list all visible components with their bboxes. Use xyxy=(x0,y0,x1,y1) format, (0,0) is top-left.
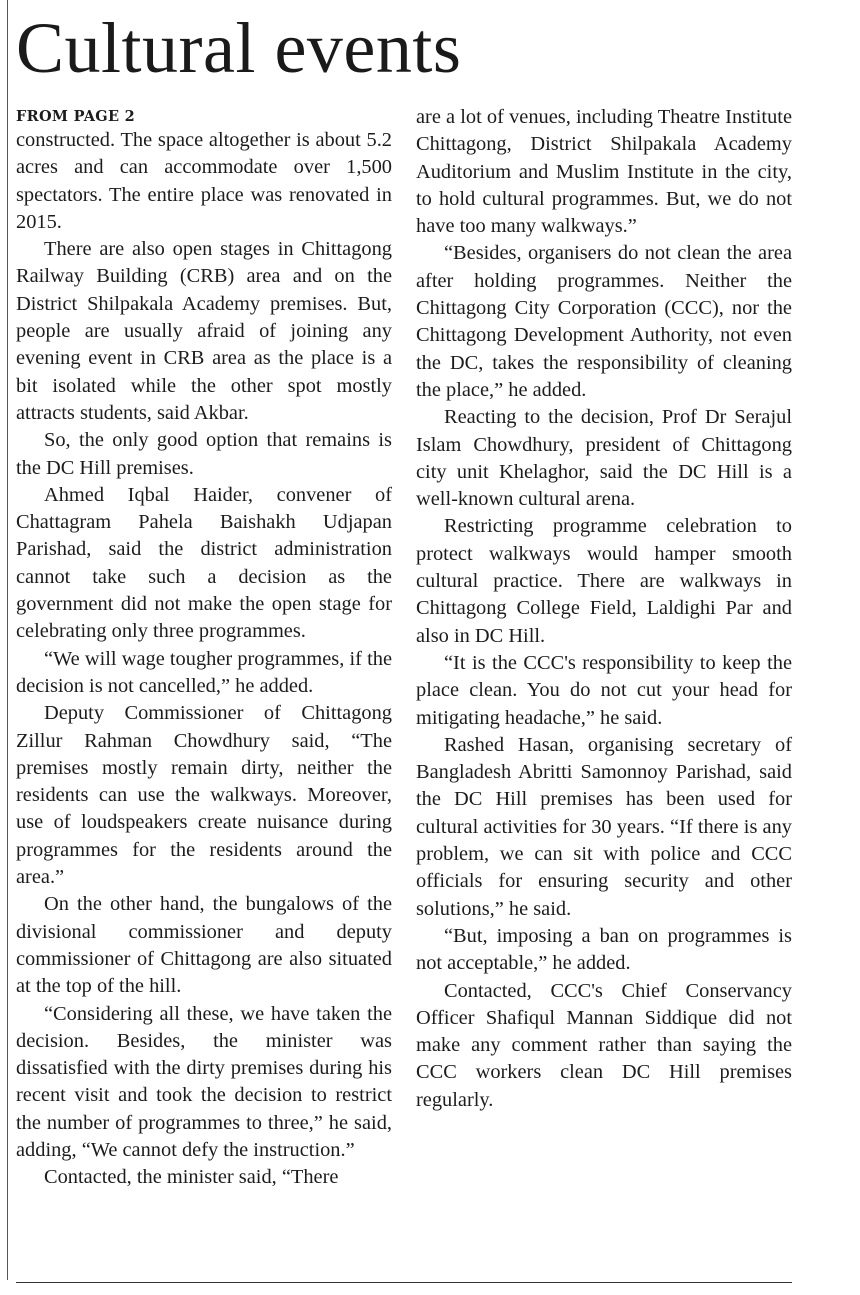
paragraph: There are also open stages in Chittagong Railway Building (CRB) area and on the District Shilpakala Academy premises. But, people are usually afraid of joining any evening event in CRB area as the place is a bit isolated while the other spot mostly attracts students, said Akbar. xyxy=(16,238,392,424)
paragraph: Reacting to the decision, Prof Dr Serajul Islam Chowdhury, president of Chittagong city unit Khelaghor, said the DC Hill is a well-known cultural arena. xyxy=(416,406,792,511)
paragraph: Rashed Hasan, organising secretary of Bangladesh Abritti Samonnoy Parishad, said the DC Hill premises has been used for cultural activities for 30 years. “If there is any problem, we can sit with police and CCC officials for ensuring security and other solutions,” he said. xyxy=(416,733,792,920)
paragraph: are a lot of venues, including Theatre Institute Chittagong, District Shilpakala Academy Auditorium and Muslim Institute in the city, to hold cultural programmes. But, we do not have too many walkways.” xyxy=(416,106,792,238)
paragraph: “We will wage tougher programmes, if the decision is not cancelled,” he added. xyxy=(16,647,392,697)
paragraph: “It is the CCC's responsibility to keep the place clean. You do not cut your head for mitigating headache,” he said. xyxy=(416,651,792,729)
paragraph: On the other hand, the bungalows of the divisional commissioner and deputy commissioner of Chittagong are also situated at the top of the hill. xyxy=(16,893,392,998)
article-column-left xyxy=(16,107,392,1192)
paragraph: Restricting programme celebration to protect walkways would hamper smooth cultural practice. There are walkways in Chittagong College Field, Laldighi Par and also in DC Hill. xyxy=(416,515,792,647)
continued-from-label: FROM PAGE 2 xyxy=(16,108,136,125)
paragraph: “Besides, organisers do not clean the area after holding programmes. Neither the Chittagong City Corporation (CCC), nor the Chittagong Development Authority, not even the DC, takes the responsibility of cleaning the place,” he added. xyxy=(416,242,792,401)
paragraph: constructed. The space altogether is about 5.2 acres and can accommodate over 1,500 spectators. The entire place was renovated in 2015. xyxy=(16,129,392,233)
paragraph: Contacted, CCC's Chief Conservancy Officer Shafiqul Mannan Siddique did not make any comment rather than saying the CCC workers clean DC Hill premises regularly. xyxy=(416,979,792,1111)
paragraph: Ahmed Iqbal Haider, convener of Chattagram Pahela Baishakh Udjapan Parishad, said the district administration cannot take such a decision as the government did not make the open stage for celebrating only three programmes. xyxy=(16,483,392,643)
paragraph: Deputy Commissioner of Chittagong Zillur Rahman Chowdhury said, “The premises mostly remain dirty, neither the residents can use the walkways. Moreover, use of loudspeakers create nuisance during programmes for the residents around the area.” xyxy=(16,702,392,889)
paragraph: Contacted, the minister said, “There xyxy=(44,1166,339,1189)
article-column-right xyxy=(416,104,792,1114)
paragraph: “But, imposing a ban on programmes is not acceptable,” he added. xyxy=(416,924,792,975)
headline: Cultural events xyxy=(16,8,462,88)
paragraph: So, the only good option that remains is the DC Hill premises. xyxy=(16,429,392,479)
column-rule-left xyxy=(7,0,8,1280)
paragraph: “Considering all these, we have taken the decision. Besides, the minister was dissatisfied with the dirty premises during his recent visit and took the decision to restrict the number of programmes to three,” he said, adding, “We cannot defy the instruction.” xyxy=(16,1002,392,1161)
bottom-rule xyxy=(16,1282,792,1283)
